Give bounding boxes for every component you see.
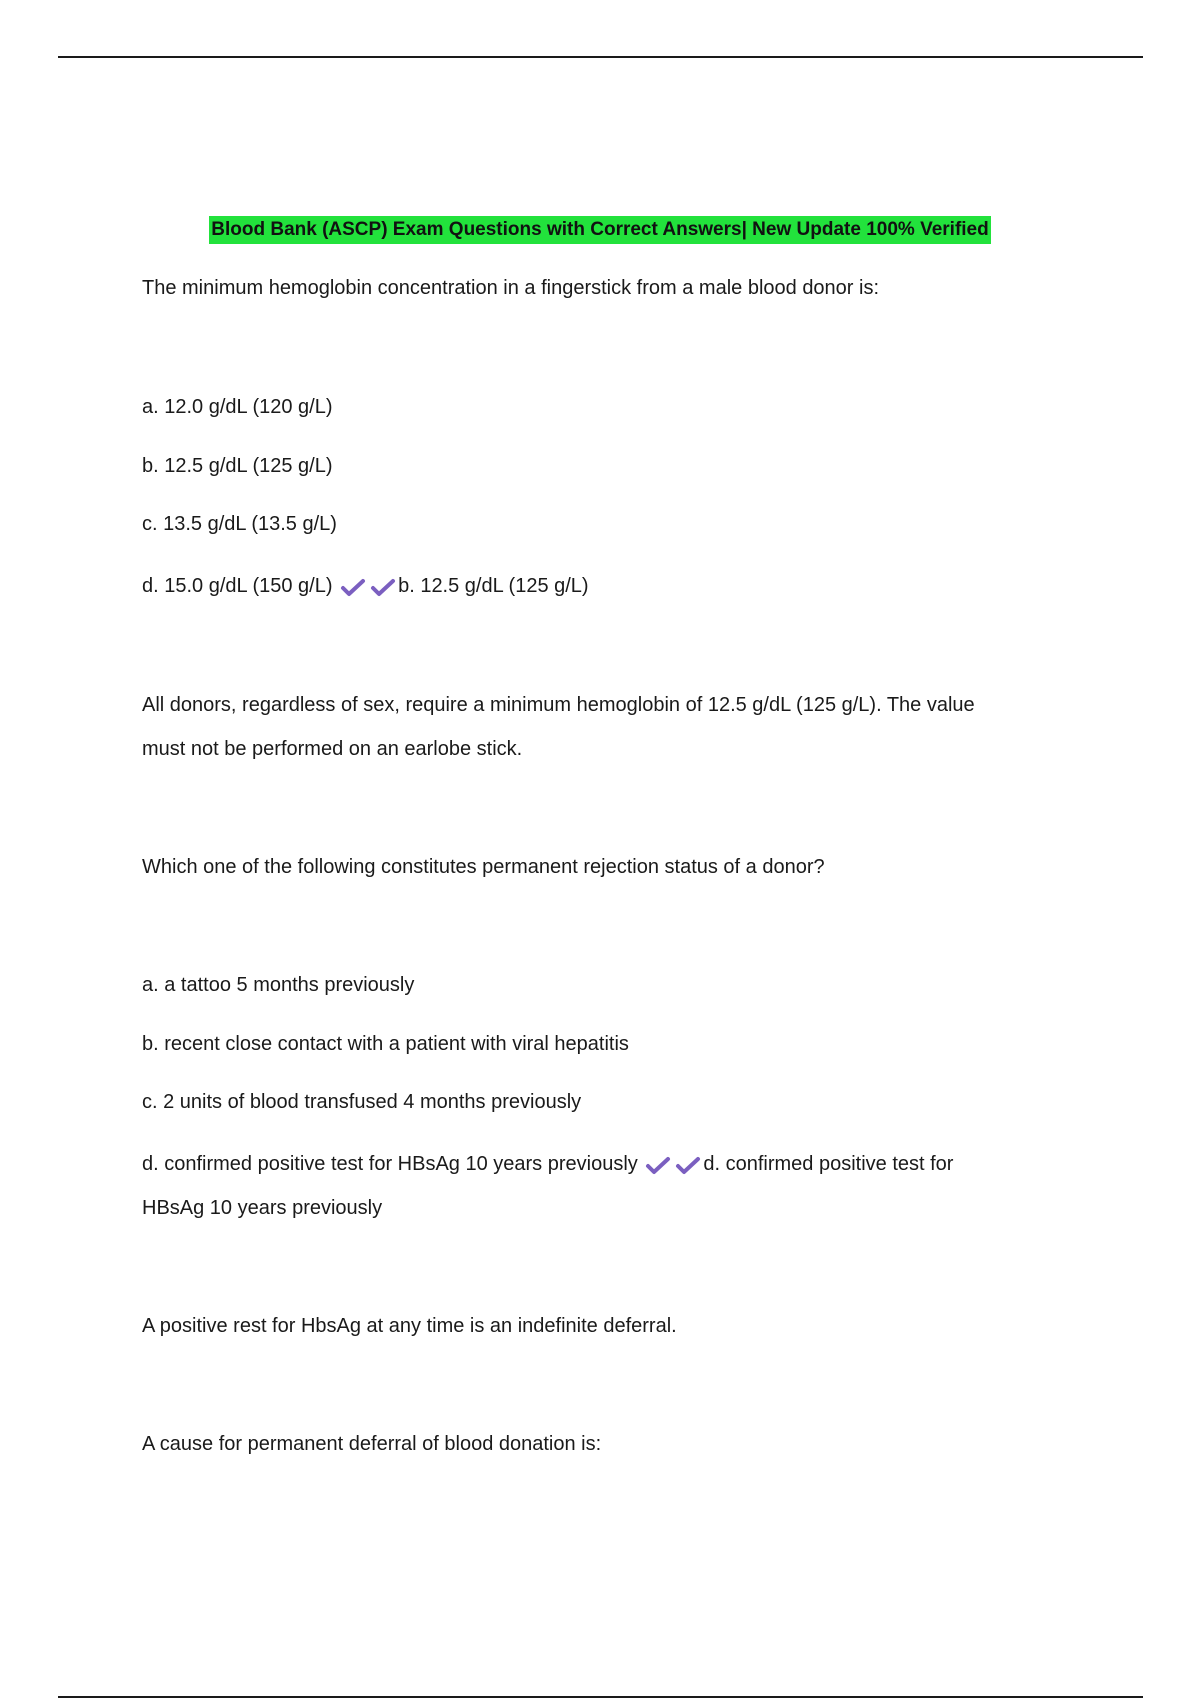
checkmark-icon <box>370 577 396 597</box>
q1-option-d: d. 15.0 g/dL (150 g/L) <box>142 575 333 597</box>
checkmark-icon <box>675 1155 701 1175</box>
q1-explanation-line-2: must not be performed on an earlobe stick. <box>142 738 523 760</box>
footer-rule <box>58 1696 1143 1698</box>
question-3-text: A cause for permanent deferral of blood donation is: <box>142 1433 602 1455</box>
question-2-text: Which one of the following constitutes permanent rejection status of a donor? <box>142 856 825 878</box>
q2-answer-line-2: HBsAg 10 years previously <box>142 1197 383 1219</box>
q2-option-d: d. confirmed positive test for HBsAg 10 years previously <box>142 1153 638 1175</box>
q2-option-a: a. a tattoo 5 months previously <box>142 974 415 996</box>
checkmark-icon <box>645 1155 671 1175</box>
q1-option-b: b. 12.5 g/dL (125 g/L) <box>142 455 333 477</box>
q2-option-d-line <box>142 1149 1052 1179</box>
q1-answer: b. 12.5 g/dL (125 g/L) <box>398 575 589 597</box>
q2-option-c: c. 2 units of blood transfused 4 months previously <box>142 1091 582 1113</box>
q2-option-b: b. recent close contact with a patient with viral hepatitis <box>142 1033 629 1055</box>
header-rule <box>58 56 1143 58</box>
q2-explanation: A positive rest for HbsAg at any time is an indefinite deferral. <box>142 1315 677 1337</box>
q2-answer-line-1: d. confirmed positive test for <box>703 1153 954 1175</box>
title-container <box>0 216 1200 244</box>
question-1-text: The minimum hemoglobin concentration in a fingerstick from a male blood donor is: <box>142 277 880 299</box>
q1-option-a: a. 12.0 g/dL (120 g/L) <box>142 396 333 418</box>
q1-option-c: c. 13.5 g/dL (13.5 g/L) <box>142 513 337 535</box>
document-title: Blood Bank (ASCP) Exam Questions with Correct Answers| New Update 100% Verified <box>209 216 990 244</box>
q1-option-d-line <box>142 571 1052 601</box>
q1-explanation-line-1: All donors, regardless of sex, require a minimum hemoglobin of 12.5 g/dL (125 g/L). The value <box>142 694 975 716</box>
checkmark-icon <box>340 577 366 597</box>
